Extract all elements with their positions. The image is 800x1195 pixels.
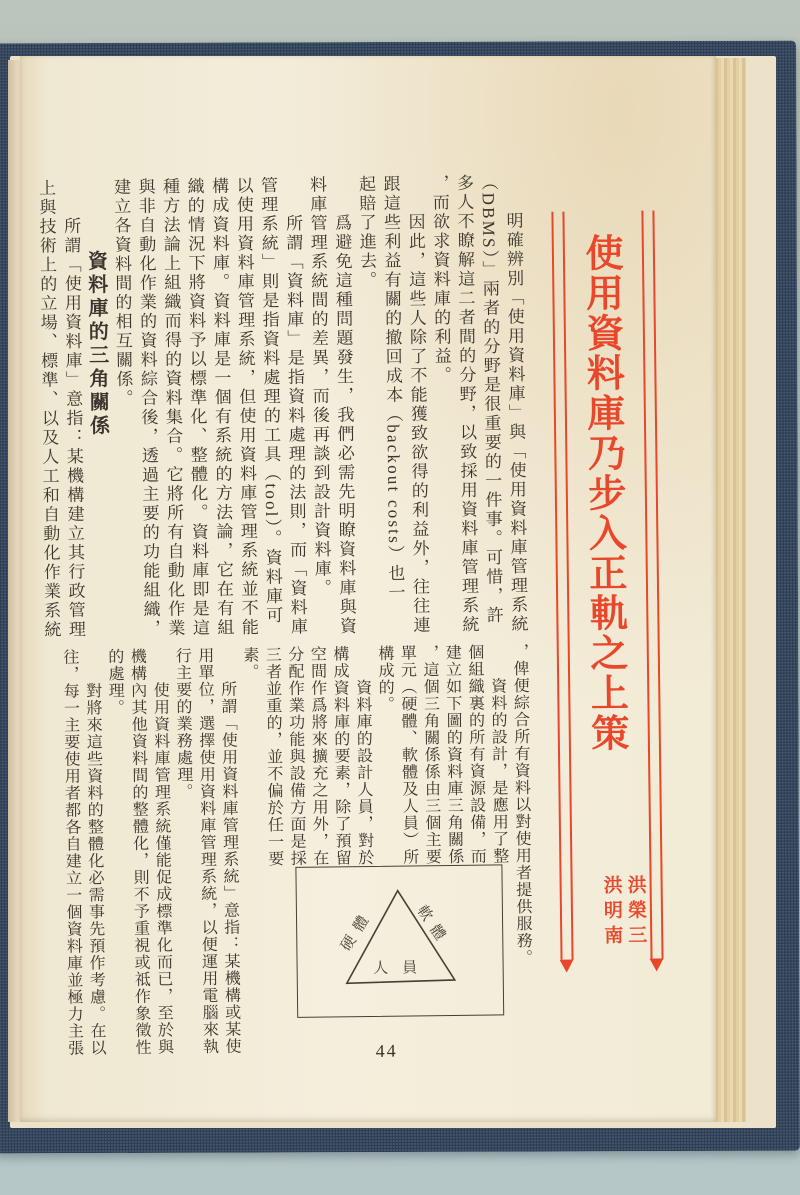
top-right-columns: [107, 173, 529, 644]
text-column: 單元（硬體、軟體及人員）所: [398, 644, 418, 866]
text-column: 資料庫的設計人員，對於: [353, 644, 373, 867]
text-column: 所謂「使用資料庫」意指：某機構建立其行政管理: [60, 178, 86, 640]
text-column: ，這個三角關係係由三個主要: [420, 644, 441, 866]
text-column: 所謂「使用資料庫管理系統」意指：某機構或某使: [218, 646, 241, 1055]
text-column: 料庫管理系統間的差異，而後再談到設計資料庫。: [306, 175, 332, 599]
text-column: 對將來這些資料的整體化必需事先預作考慮。在以: [83, 648, 106, 1057]
article-authors: 洪榮三 洪明南: [600, 874, 647, 951]
text-column: 與非自動化作業的資料綜合後，透過主要的功能組織，: [135, 177, 161, 639]
text-column: 空間作爲將來擴充之用外，在: [308, 645, 328, 867]
section-heading: 資料庫的三角關係: [84, 250, 109, 439]
text-column: 構成資料庫的要素，除了預留: [330, 645, 351, 867]
text-column: 使用資料庫管理系統僅能促成標準化而已，至於與: [150, 647, 173, 1056]
text-column: 爲避免這種問題發生，我們必需先明瞭資料庫與資: [331, 175, 357, 637]
text-column: 種方法論上組織而得的資料集合。它將所有自動化作業: [159, 177, 185, 639]
text-column: 所謂「資料庫」是指資料處理的法則，而「資料庫: [282, 175, 308, 637]
text-column: 個組織裏的所有資源設備，而: [465, 643, 486, 865]
text-column: 建立如下圖的資料庫三角關係: [443, 643, 463, 866]
text-column: （DBMS）」兩者的分野是很重要的一件事。可惜，許: [478, 173, 503, 626]
diagram-label-software: 軟體: [412, 902, 452, 951]
text-column: 素。: [240, 646, 259, 681]
text-column: ，俾便綜合所有資料以對使用者提供服務。: [510, 643, 532, 967]
bottom-middle-columns: [237, 643, 510, 867]
text-column: 構成的。: [375, 644, 394, 713]
text-column: 因此，這些人除了不能獲致欲得的利益外，往往連: [404, 174, 430, 636]
text-column: 管理系統」則是指資料處理的工具（tool）。資料庫可: [257, 176, 283, 626]
text-column: 起賠了進去。: [355, 174, 377, 291]
text-column: 用單位，選擇使用資料庫管理系統，以便運用電腦來執: [195, 646, 218, 1056]
page-number: 44: [375, 1040, 398, 1061]
text-column: 構成資料庫。資料庫是一個有系統的方法論，它在有組: [208, 176, 234, 638]
text-column: 三者並重的，並不偏於任一要: [263, 646, 283, 868]
bottom-text-block: [56, 643, 535, 1073]
text-column: 多人不瞭解這二者間的分野，以致採用資料庫管理系統: [453, 173, 479, 635]
page: [20, 56, 716, 1122]
text-column: 織的情況下將資料予以標準化、整體化。資料庫即是這: [184, 176, 210, 638]
title-rule-left: [551, 212, 573, 960]
top-left-columns: [32, 178, 87, 645]
text-column: 建立各資料間的相互關係。: [110, 177, 133, 409]
text-column: 以使用資料庫管理系統，但使用資料庫管理系統並不能: [233, 176, 259, 638]
text-column: ，而欲求資料庫的利益。: [429, 173, 452, 386]
top-text-block: [33, 173, 530, 645]
text-column: 資料的設計，是應用了整: [488, 643, 508, 865]
text-column: 跟這些利益有關的撤回成本（backout costs）也一: [380, 174, 405, 603]
diagram-label-personnel: 人員: [373, 960, 432, 977]
text-column: 上與技術上的立場、標準、以及人工和自動化作業系統: [35, 178, 61, 640]
text-column: 的處理。: [105, 648, 124, 717]
triangle-diagram: [295, 864, 504, 1018]
title-rule-right: [641, 210, 663, 958]
text-column: 行主要的業務處理。: [173, 647, 193, 801]
text-column: 明確辨別「使用資料庫」與「使用資料庫管理系統: [502, 173, 528, 635]
article-title: 使用資料庫乃步入正軌之上策: [578, 232, 628, 754]
print-layer: [14, 52, 723, 1126]
text-column: 往，每一主要使用者都各自建立一個資料庫並極力主張: [60, 648, 83, 1057]
diagram-label-hardware: 硬體: [337, 906, 376, 955]
bottom-left-columns: [56, 647, 242, 1073]
diagram-triangle: [296, 865, 503, 1016]
bottom-middle-group: [237, 643, 512, 1070]
text-column: 分配作業功能與設備方面是採: [285, 645, 306, 867]
text-column: 機構內其他資料間的整體化，則不予重視或祗作象徵性: [128, 647, 151, 1056]
